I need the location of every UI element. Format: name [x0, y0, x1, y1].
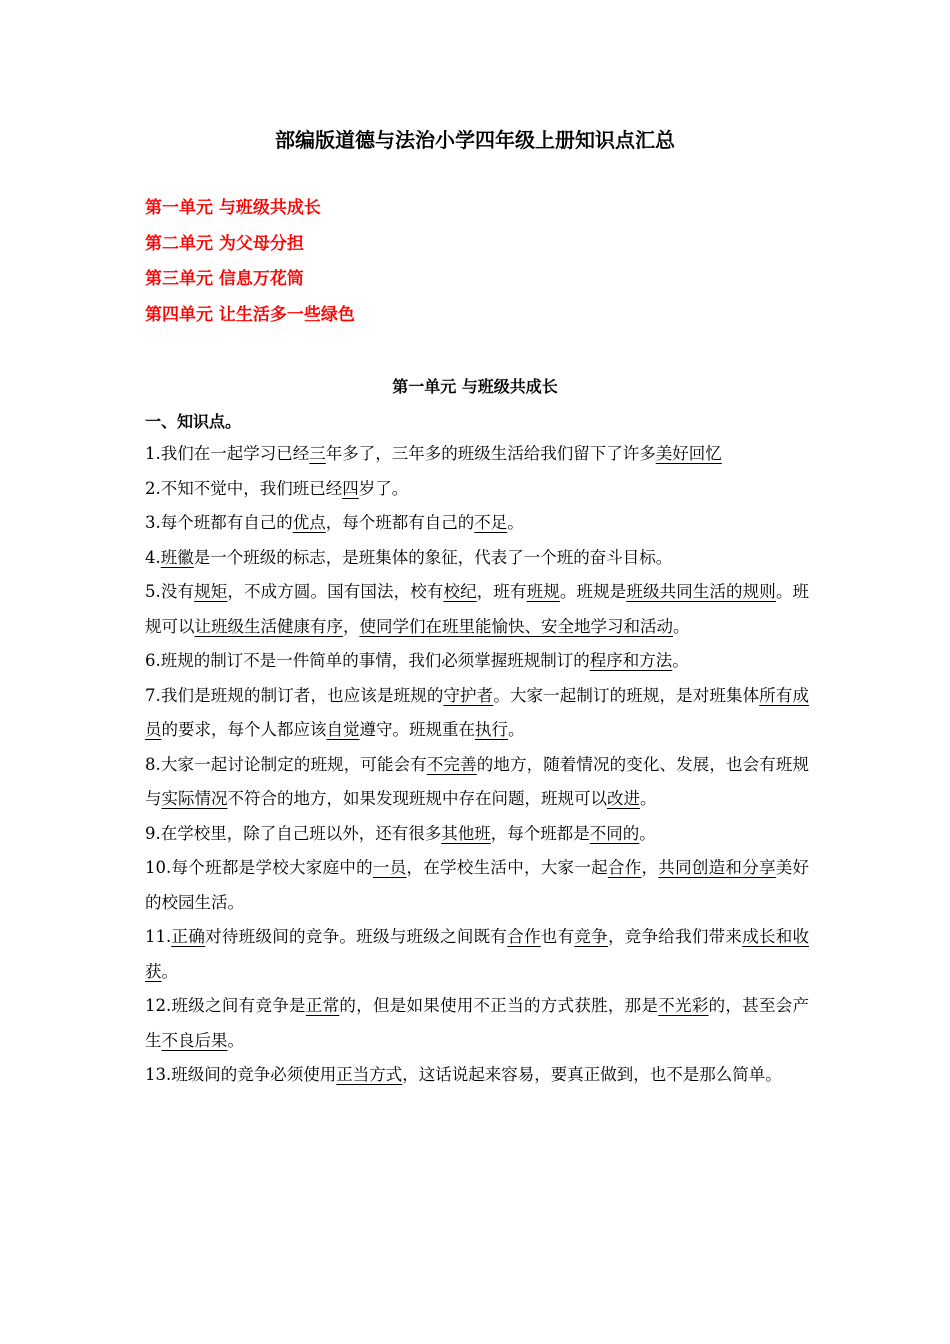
knowledge-point-5	[145, 575, 809, 644]
underlined-answer: 一员	[372, 858, 407, 877]
text-segment: 6.班规的制订不是一件简单的事情，我们必须掌握班规制订的	[145, 651, 590, 670]
text-segment: 。	[227, 1030, 244, 1050]
knowledge-point-7	[145, 679, 809, 748]
knowledge-point-3	[145, 506, 809, 541]
toc-item-unit-4[interactable]: 第四单元 让生活多一些绿色	[145, 304, 355, 325]
underlined-answer: 程序和方法	[589, 651, 673, 670]
underlined-answer: 班规	[526, 582, 560, 601]
knowledge-point-1	[145, 437, 809, 472]
knowledge-point-11	[145, 920, 809, 989]
text-segment: 11.	[145, 927, 172, 946]
toc-item-unit-1[interactable]: 第一单元 与班级共成长	[145, 198, 321, 218]
text-segment: 2.不知不觉中，我们班已经	[145, 478, 343, 498]
text-segment: ，	[343, 616, 360, 636]
underlined-answer: 让班级生活健康有序	[194, 616, 343, 636]
text-segment: 13.班级间的竞争必须使用	[145, 1065, 337, 1084]
table-of-contents	[145, 196, 355, 338]
text-segment: ，不成方圆。国有国法，校有	[227, 582, 444, 601]
text-segment: ，	[641, 858, 659, 877]
underlined-answer: 守护者	[443, 685, 494, 705]
underlined-answer: 执行	[475, 720, 508, 739]
document-title: 部编版道德与法治小学四年级上册知识点汇总	[275, 128, 675, 152]
underlined-answer: 三	[309, 444, 326, 463]
text-segment: 的要求，每个人都应该	[161, 720, 327, 739]
text-segment: 7.我们是班规的制订者，也应该是班规的	[145, 685, 444, 705]
text-segment: ，这话说起来容易，要真正做到，也不是那么简单。	[402, 1065, 782, 1084]
text-segment: 3.每个班都有自己的	[145, 513, 293, 532]
underlined-answer: 自觉	[326, 720, 360, 739]
text-segment: 也有	[540, 927, 575, 946]
underlined-answer: 正常	[305, 996, 340, 1015]
text-segment: 的，甚至会产生	[145, 996, 810, 1050]
underlined-answer: 规矩	[194, 582, 228, 601]
text-segment: 。班规可以	[145, 582, 810, 636]
text-segment: 5.没有	[145, 582, 195, 601]
text-segment: 遵守。班规重在	[359, 720, 475, 739]
text-segment: 的地方，随着情况的变化、发展，也会有班规与	[145, 754, 810, 808]
underlined-answer: 使同学们在班里能愉快、安全地学习和活动	[359, 616, 673, 636]
knowledge-point-2	[145, 472, 809, 507]
text-segment: ，每个班都有自己的	[325, 513, 475, 532]
text-segment: 岁了。	[358, 478, 409, 498]
text-segment: 10.每个班都是学校大家庭中的	[145, 858, 373, 877]
underlined-answer: 实际情况	[161, 789, 228, 808]
text-segment: 美好的校园生活。	[145, 858, 810, 912]
underlined-answer: 合作	[507, 927, 541, 946]
underlined-answer: 不同的	[589, 823, 640, 843]
text-segment: 对待班级间的竞争。班级与班级之间既有	[205, 927, 508, 946]
text-segment: ，每个班都是	[490, 823, 590, 843]
underlined-answer: 共同创造和分享	[658, 858, 776, 877]
text-segment: 。班规是	[559, 582, 627, 601]
underlined-answer: 竞争	[574, 927, 608, 946]
text-segment: ，班有	[476, 582, 527, 601]
underlined-answer: 不良后果	[161, 1030, 228, 1050]
underlined-answer: 其他班	[441, 823, 491, 843]
knowledge-point-10	[145, 851, 809, 920]
underlined-answer: 所有成员	[145, 685, 810, 739]
text-segment: 。	[508, 720, 525, 739]
underlined-answer: 改进	[607, 789, 640, 808]
underlined-answer: 不完善	[426, 754, 477, 774]
text-segment: 。	[639, 823, 656, 843]
knowledge-point-4	[145, 541, 809, 576]
knowledge-point-13	[145, 1058, 809, 1093]
text-segment: 的，但是如果使用不正当的方式获胜，那是	[339, 996, 659, 1015]
text-segment: 。	[673, 616, 690, 636]
knowledge-points-heading: 一、知识点。	[145, 412, 242, 431]
text-segment: 年多了，三年多的班级生活给我们留下了许多	[325, 444, 656, 463]
underlined-answer: 成长和收获	[145, 927, 810, 981]
text-segment: 9.在学校里，除了自己班以外，还有很多	[145, 823, 442, 843]
knowledge-point-8	[145, 748, 809, 817]
section-heading: 第一单元 与班级共成长	[392, 377, 558, 396]
underlined-answer: 正确	[171, 927, 206, 946]
underlined-answer: 班徽	[160, 547, 194, 567]
text-segment: ，在学校生活中，大家一起	[406, 858, 608, 877]
underlined-answer: 四	[342, 478, 359, 498]
text-segment: 4.	[145, 547, 161, 567]
underlined-answer: 正当方式	[336, 1065, 403, 1084]
text-segment: 是一个班级的标志，是班集体的象征，代表了一个班的奋斗目标。	[193, 547, 673, 567]
underlined-answer: 优点	[292, 513, 326, 532]
text-segment: 。	[640, 789, 657, 808]
text-segment: 8.大家一起讨论制定的班规，可能会有	[145, 754, 427, 774]
toc-item-unit-2[interactable]: 第二单元 为父母分担	[145, 233, 304, 254]
underlined-answer: 不足	[474, 513, 508, 532]
text-segment: 。大家一起制订的班规，是对班集体	[493, 685, 760, 705]
text-segment: 。	[161, 961, 178, 981]
text-segment: 。	[672, 651, 689, 670]
underlined-answer: 美好回忆	[655, 444, 722, 463]
knowledge-point-12	[145, 989, 809, 1058]
underlined-answer: 不光彩	[658, 996, 709, 1015]
underlined-answer: 班级共同生活的规则	[626, 582, 776, 601]
knowledge-point-list	[145, 437, 809, 1093]
knowledge-point-6	[145, 644, 809, 679]
underlined-answer: 校纪	[443, 582, 477, 601]
text-segment: 12.班级之间有竞争是	[145, 996, 306, 1015]
text-segment: 不符合的地方，如果发现班规中存在问题，班规可以	[227, 789, 607, 808]
text-segment: ，竞争给我们带来	[607, 927, 743, 946]
knowledge-point-9	[145, 817, 809, 852]
toc-item-unit-3[interactable]: 第三单元 信息万花筒	[145, 269, 304, 289]
text-segment: 1.我们在一起学习已经	[145, 444, 310, 463]
text-segment: 。	[507, 513, 524, 532]
underlined-answer: 合作	[607, 858, 642, 877]
